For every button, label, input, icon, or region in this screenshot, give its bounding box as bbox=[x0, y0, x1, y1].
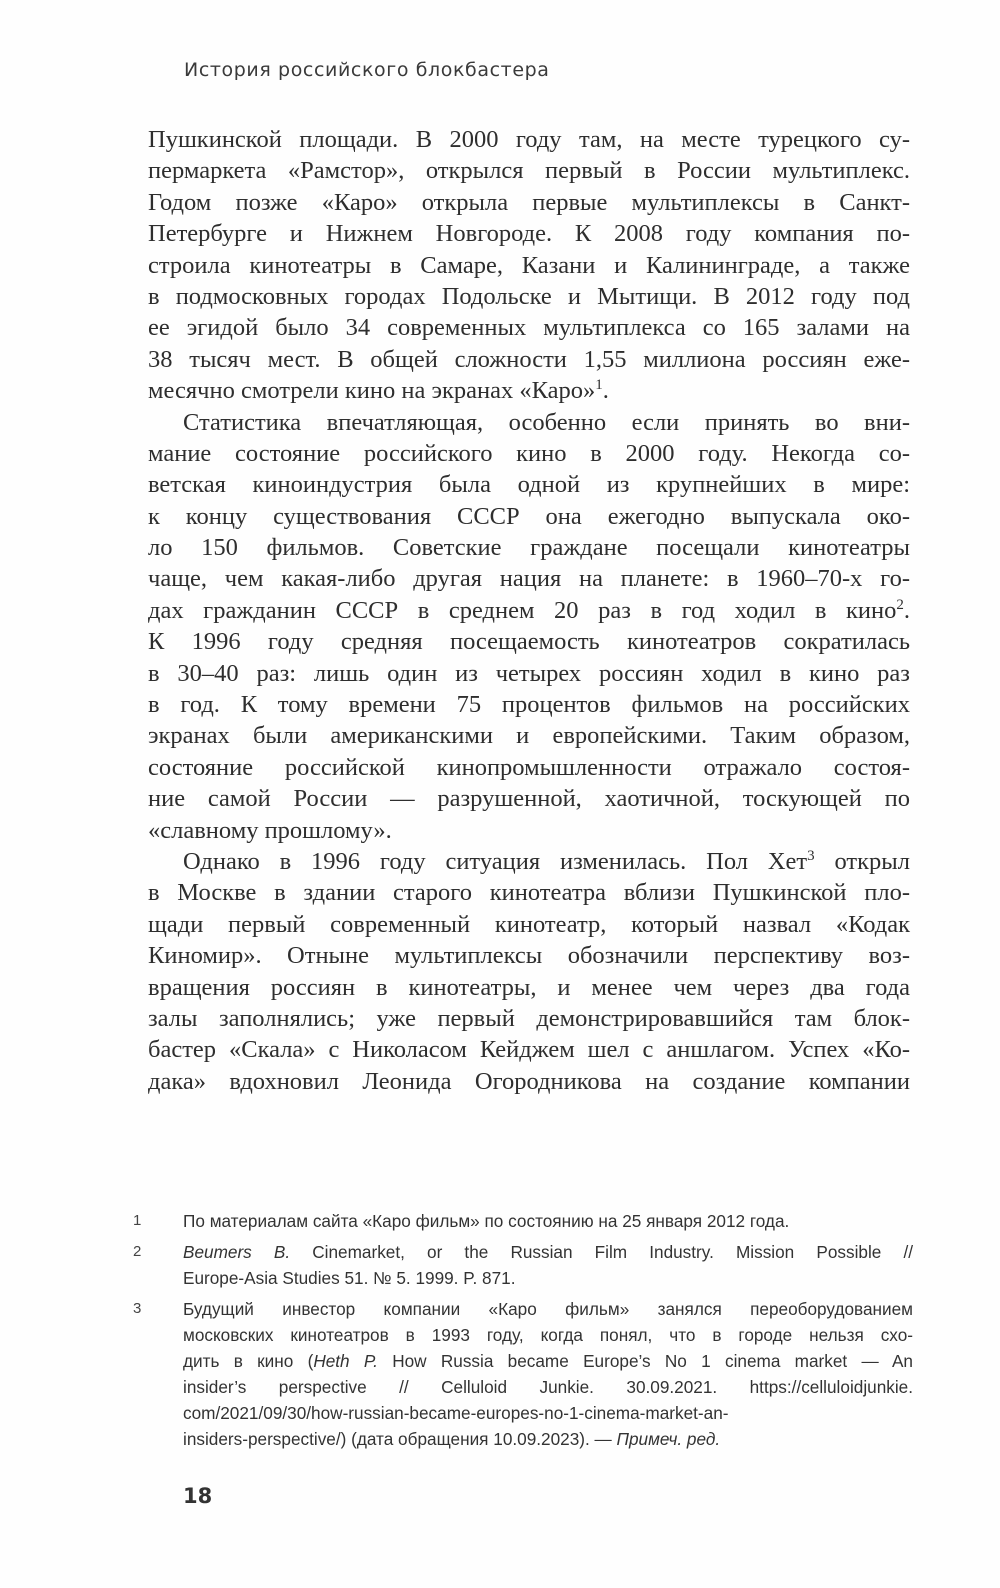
body-line: экранах были американскими и европейскими. Таким образом, bbox=[148, 722, 910, 750]
body-line: Петербурге и Нижнем Новгороде. К 2008 году компания по- bbox=[148, 220, 910, 248]
body-line: состояние российской кинопромышленности отражало состоя- bbox=[148, 753, 910, 781]
footnote-number: 1 bbox=[133, 1212, 142, 1229]
footnote-line: insiders-perspective/) (дата обращения 10.09.2023). — Примеч. ред. bbox=[183, 1429, 721, 1449]
footnote-line: Будущий инвестор компании «Каро фильм» занялся переоборудованием bbox=[183, 1299, 913, 1319]
body-line: в подмосковных городах Подольске и Мытищи. В 2012 году под bbox=[148, 282, 910, 310]
body-line: Киномир». Отныне мультиплексы обозначили перспективу воз- bbox=[148, 942, 910, 970]
body-line: залы заполнялись; уже первый демонстрировавшийся там блок- bbox=[148, 1004, 910, 1032]
footnote-line: Europe-Asia Studies 51. № 5. 1999. P. 871. bbox=[183, 1268, 516, 1288]
body-text bbox=[148, 124, 910, 1097]
body-line: в 30–40 раз: лишь один из четырех россиян ходил в кино раз bbox=[148, 659, 910, 687]
body-line: щади первый современный кинотеатр, который назвал «Кодак bbox=[148, 910, 910, 938]
footnote-number: 3 bbox=[133, 1300, 142, 1317]
footnote-ref-2[interactable]: 2 bbox=[896, 596, 904, 613]
footnote-line: дить в кино (Heth P. How Russia became Europe’s No 1 cinema market — An bbox=[183, 1351, 913, 1371]
body-line: мание состояние российского кино в 2000 году. Некогда со- bbox=[148, 439, 910, 467]
body-line: в год. К тому времени 75 процентов фильмов на российских bbox=[148, 691, 910, 719]
footnote-line bbox=[183, 1400, 913, 1426]
body-line: Годом позже «Каро» открыла первые мультиплексы в Санкт- bbox=[148, 188, 910, 216]
body-line: пермаркета «Рамстор», открылся первый в России мультиплекс. bbox=[148, 157, 910, 185]
body-line: Однако в 1996 году ситуация изменилась. Пол Хет$^3$ открыл bbox=[183, 847, 910, 875]
body-line: К 1996 году средняя посещаемость кинотеатров сократилась bbox=[148, 628, 910, 656]
footnote-number: 2 bbox=[133, 1243, 142, 1260]
body-line: строила кинотеатры в Самаре, Казани и Калининграде, а также bbox=[148, 251, 910, 279]
body-line: ние самой России — разрушенной, хаотичной, тоскующей по bbox=[148, 785, 910, 813]
body-line: ло 150 фильмов. Советские граждане посещали кинотеатры bbox=[148, 534, 910, 562]
footnote-3 bbox=[133, 1296, 913, 1452]
page-number: 18 bbox=[183, 1484, 213, 1508]
body-line: вращения россиян в кинотеатры, и менее чем через два года bbox=[148, 973, 910, 1001]
body-line: «славному прошлому». bbox=[148, 816, 392, 844]
body-line: в Москве в здании старого кинотеатра вблизи Пушкинской пло- bbox=[148, 879, 910, 907]
footnote-line bbox=[183, 1374, 913, 1400]
body-line: Пушкинской площади. В 2000 году там, на месте турецкого су- bbox=[148, 126, 910, 153]
body-line: ветская киноиндустрия была одной из крупнейших в мире: bbox=[148, 471, 910, 499]
footnote-ref-3[interactable]: 3 bbox=[807, 847, 815, 864]
body-line: бастер «Скала» с Николасом Кейджем шел с аншлагом. Успех «Ко- bbox=[148, 1036, 910, 1064]
footnote-url: insider’s perspective // Celluloid Junkie. 30.09.2021. https://celluloidjunkie. bbox=[183, 1377, 913, 1397]
footnote-ref-1[interactable]: 1 bbox=[595, 377, 603, 394]
footnote-url: com/2021/09/30/how-russian-became-europes-no-1-cinema-market-an- bbox=[183, 1403, 729, 1423]
footnote-line: московских кинотеатров в 1993 году, когда понял, что в городе нельзя схо- bbox=[183, 1325, 913, 1345]
body-line: Статистика впечатляющая, особенно если принять во вни- bbox=[183, 408, 910, 436]
body-line: ее эгидой было 34 современных мультиплекса со 165 залами на bbox=[148, 314, 910, 342]
footnotes bbox=[133, 1208, 913, 1457]
body-line: чаще, чем какая-либо другая нация на планете: в 1960–70-х го- bbox=[148, 565, 910, 593]
body-line: дака» вдохновил Леонида Огородникова на создание компании bbox=[148, 1067, 910, 1095]
footnote-1 bbox=[133, 1208, 913, 1234]
running-head: История российского блокбастера bbox=[184, 59, 550, 81]
body-line: к концу существования СССР она ежегодно выпускала око- bbox=[148, 502, 910, 530]
footnote-line: Beumers B. Cinemarket, or the Russian Film Industry. Mission Possible // bbox=[183, 1242, 913, 1262]
footnote-line: По материалам сайта «Каро фильм» по состоянию на 25 января 2012 года. bbox=[183, 1211, 790, 1231]
body-line: месячно смотрели кино на экранах «Каро»$^1$. bbox=[148, 377, 609, 405]
body-line: 38 тысяч мест. В общей сложности 1,55 миллиона россиян еже- bbox=[148, 345, 910, 373]
body-line: дах гражданин СССР в среднем 20 раз в год ходил в кино$^2$. bbox=[148, 596, 910, 624]
footnote-2 bbox=[133, 1239, 913, 1291]
